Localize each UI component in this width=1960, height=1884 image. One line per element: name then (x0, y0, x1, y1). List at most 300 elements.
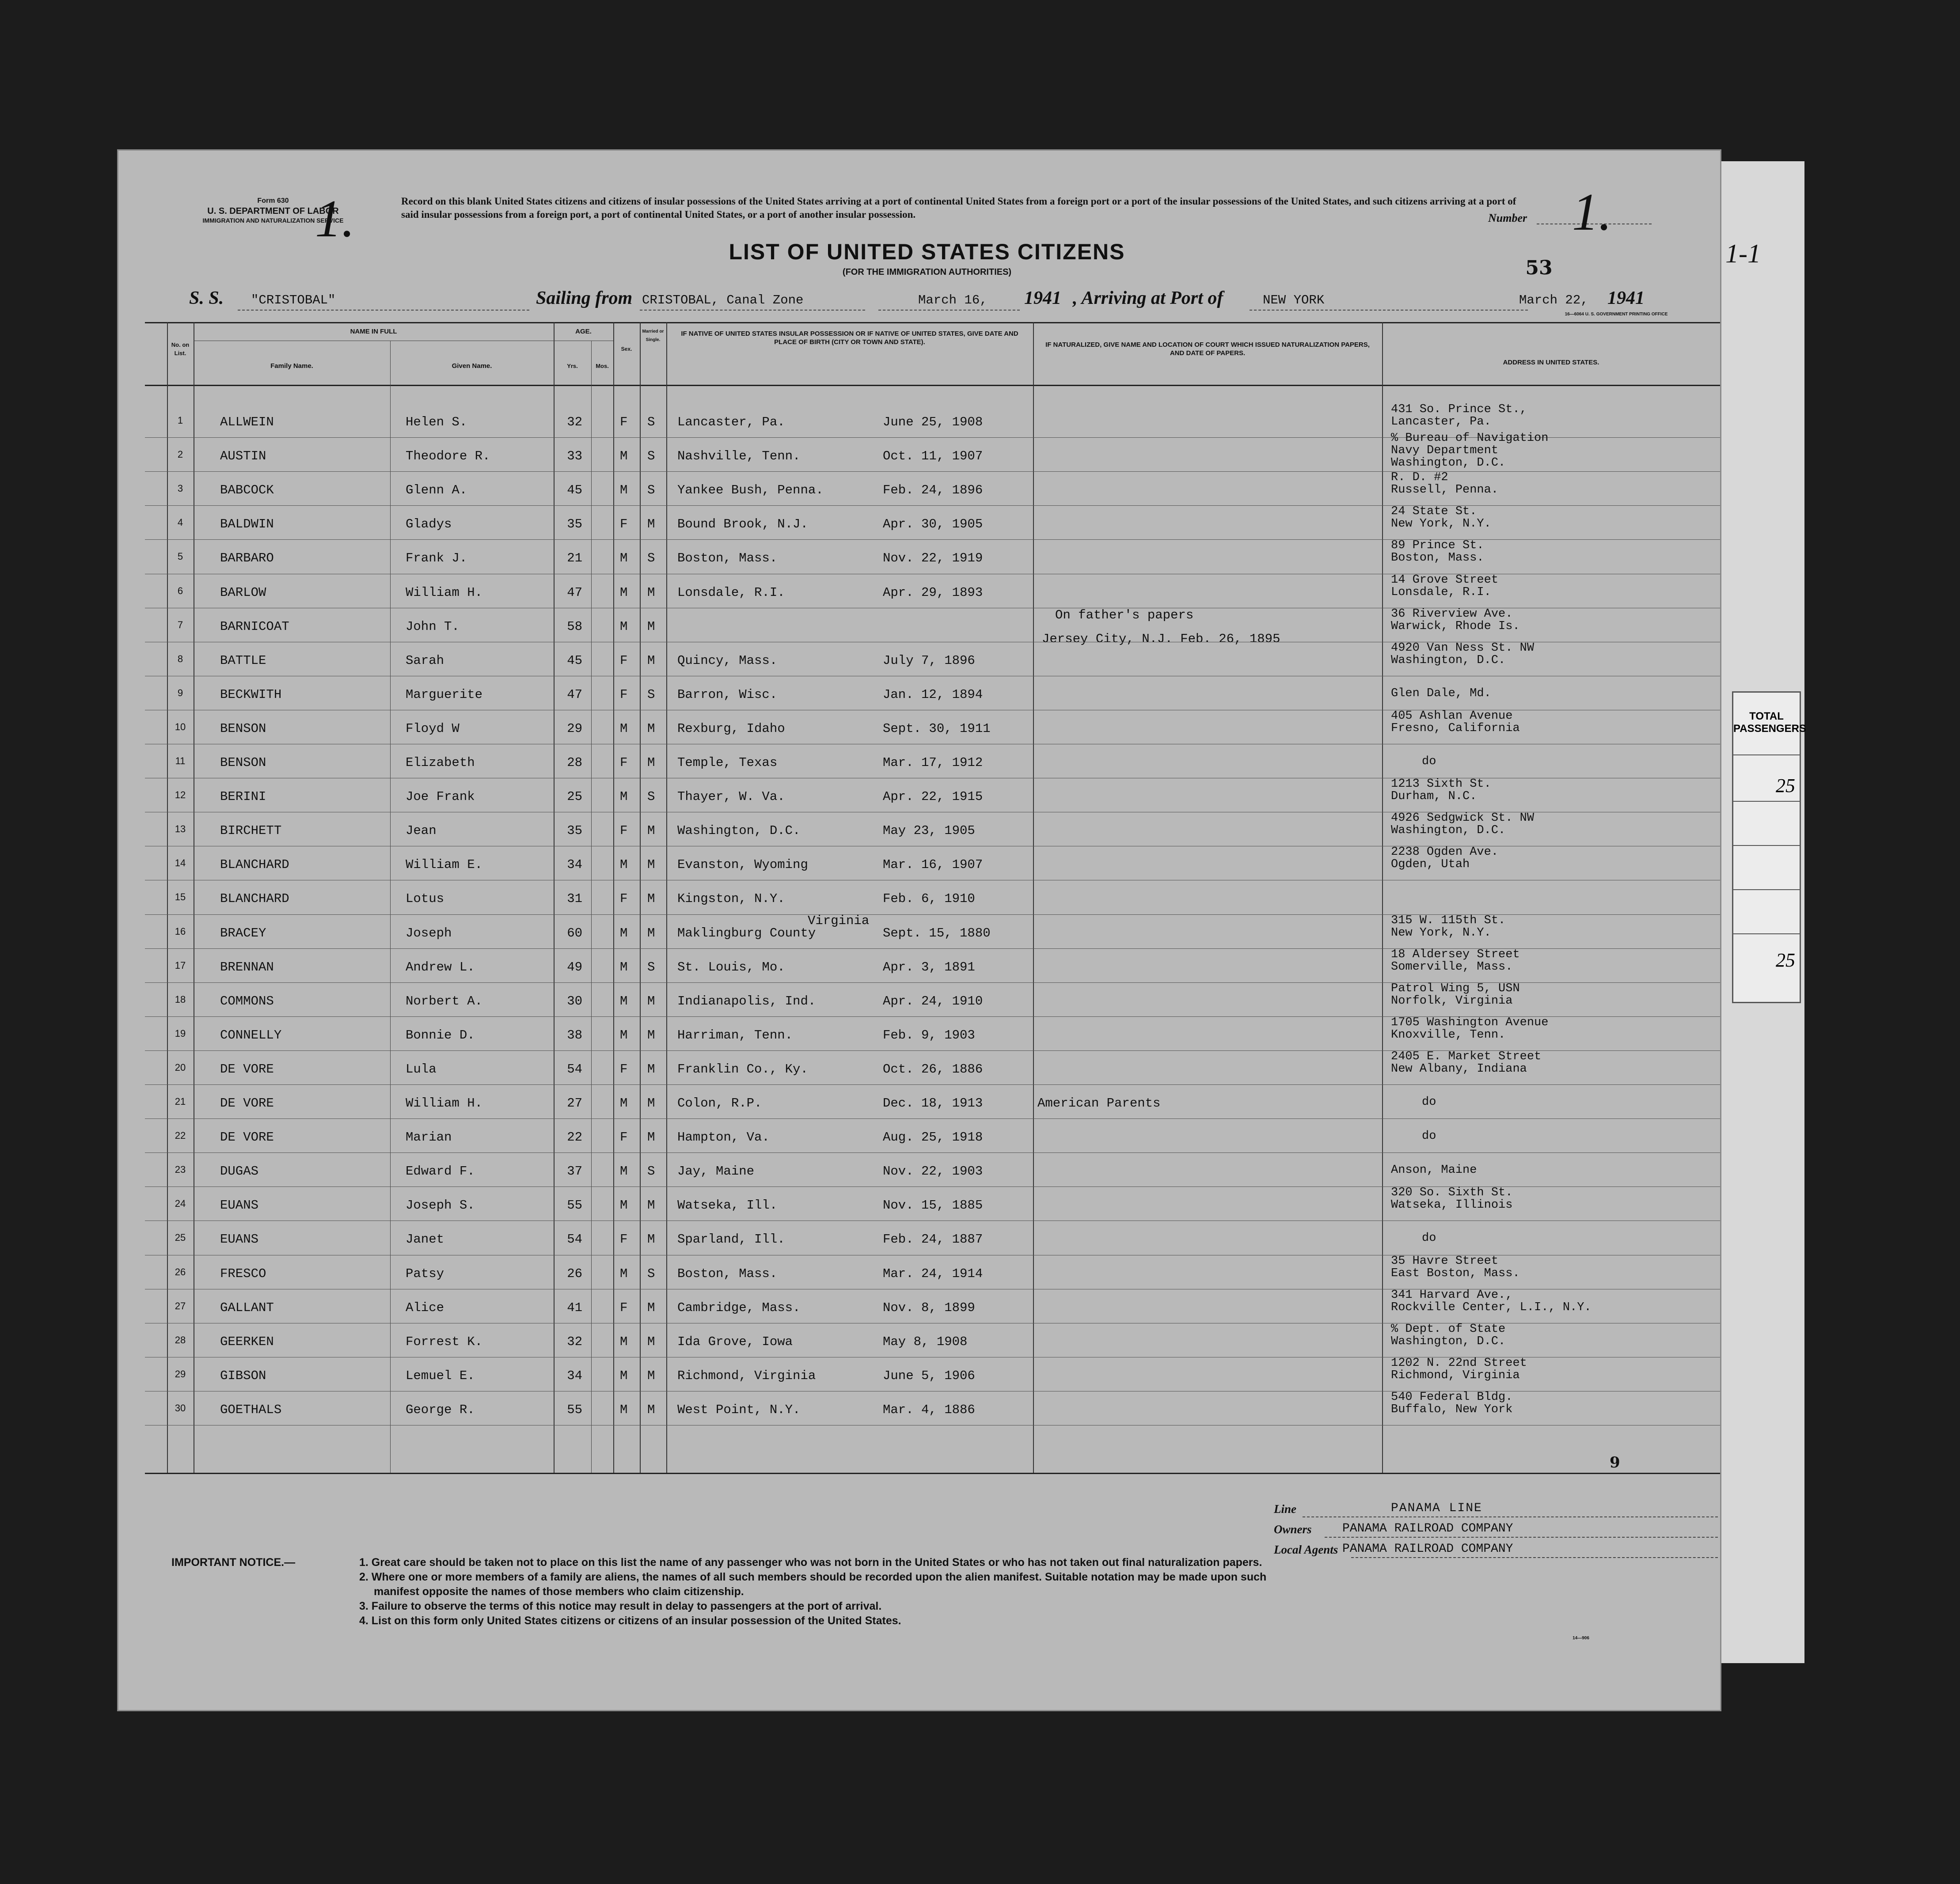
marital-status: M (647, 1198, 655, 1213)
address-line-1: 4920 Van Ness St. NW (1391, 641, 1535, 655)
age-years: 25 (567, 789, 582, 804)
given-name: Lemuel E. (406, 1368, 475, 1383)
sex: F (620, 415, 628, 429)
family-name: BLANCHARD (220, 857, 289, 872)
table-row (118, 432, 1720, 471)
age-years: 54 (567, 1232, 582, 1247)
given-name: William H. (406, 585, 483, 600)
table-row (118, 982, 1720, 1016)
passenger-number: 9 (177, 687, 183, 698)
given-name: Lotus (406, 891, 444, 906)
form-number: Form 630 (257, 197, 289, 205)
owners-label: Owners (1274, 1523, 1312, 1536)
col-sex: Sex. (621, 346, 632, 352)
passenger-number: 19 (175, 1027, 186, 1039)
passenger-number: 5 (177, 551, 183, 562)
address-line-2: New York, N.Y. (1391, 926, 1491, 940)
passenger-number: 8 (177, 653, 183, 664)
form-subtitle: (FOR THE IMMIGRATION AUTHORITIES) (842, 267, 1012, 277)
address-line-2: Washington, D.C. (1391, 1334, 1506, 1348)
sex: M (620, 925, 628, 940)
local-agents-label: Local Agents (1274, 1543, 1338, 1556)
given-name: Bonnie D. (406, 1027, 475, 1042)
marital-status: M (647, 925, 655, 940)
birth-place: St. Louis, Mo. (677, 959, 785, 974)
address-line-1: Anson, Maine (1391, 1164, 1477, 1177)
given-name: William E. (406, 857, 483, 872)
birth-place: Indianapolis, Ind. (677, 993, 816, 1008)
sex: M (620, 721, 628, 736)
sex: F (620, 1232, 628, 1247)
birth-date: June 5, 1906 (883, 1368, 975, 1383)
birth-place: Richmond, Virginia (677, 1368, 816, 1383)
marital-status: S (647, 551, 655, 566)
number-label: Number (1488, 212, 1527, 224)
address-line-1: 315 W. 115th St. (1391, 914, 1506, 927)
marital-status: S (647, 415, 655, 429)
address-line-1: 2405 E. Market Street (1391, 1050, 1542, 1063)
age-years: 26 (567, 1266, 582, 1281)
marital-status: M (647, 891, 655, 906)
naturalization-court: Jersey City, N.J. Feb. 26, 1895 (1042, 631, 1280, 646)
age-years: 45 (567, 653, 582, 668)
address-line-1: 36 Riverview Ave. (1391, 607, 1513, 621)
address-line-1: 4926 Sedgwick St. NW (1391, 811, 1535, 825)
address-line-1: Glen Dale, Md. (1391, 686, 1491, 700)
address-line-2: Richmond, Virginia (1391, 1368, 1520, 1382)
table-row (118, 1289, 1720, 1323)
address-line-1: do (1422, 1096, 1436, 1109)
arrival-year: 1941 (1607, 288, 1645, 308)
age-years: 60 (567, 925, 582, 940)
sex: M (620, 857, 628, 872)
owners-value: PANAMA RAILROAD COMPANY (1342, 1522, 1513, 1535)
number-value: 1. (1572, 182, 1612, 241)
family-name: BENSON (220, 755, 266, 770)
address-line-2: Watseka, Illinois (1391, 1198, 1513, 1212)
sex: F (620, 891, 628, 906)
family-name: BERINI (220, 789, 266, 804)
notice-2b: manifest opposite the names of those members who claim citizenship. (374, 1585, 744, 1598)
given-name: Joseph (406, 925, 452, 940)
marital-status: M (647, 1402, 655, 1417)
address-line-2: Knoxville, Tenn. (1391, 1028, 1506, 1042)
sex: F (620, 1300, 628, 1315)
birth-date: Jan. 12, 1894 (883, 687, 983, 702)
table-row (118, 744, 1720, 778)
family-name: DE VORE (220, 1130, 274, 1145)
address-line-1: 540 Federal Bldg. (1391, 1390, 1513, 1404)
passenger-number: 10 (175, 721, 186, 732)
table-row (118, 1187, 1720, 1221)
table-row (118, 1050, 1720, 1084)
age-years: 55 (567, 1402, 582, 1417)
sex: M (620, 551, 628, 566)
sex: M (620, 1096, 628, 1111)
naturalization-note: On father's papers (1055, 607, 1194, 622)
sex: M (620, 483, 628, 498)
address-line-2: Lonsdale, R.I. (1391, 585, 1491, 599)
table-row (118, 607, 1720, 646)
given-name: William H. (406, 1096, 483, 1111)
family-name: BARNICOAT (220, 619, 289, 634)
birth-date: Mar. 4, 1886 (883, 1402, 975, 1417)
sex: F (620, 687, 628, 702)
arrival-date: March 22, (1519, 293, 1588, 307)
passenger-number: 4 (177, 517, 183, 528)
birth-date: May 23, 1905 (883, 823, 975, 838)
birth-place-state: Virginia (808, 913, 870, 928)
sailing-from-port: CRISTOBAL, Canal Zone (642, 293, 804, 307)
family-name: DUGAS (220, 1164, 259, 1179)
passenger-number: 1 (177, 415, 183, 426)
total-passengers-value-2: 25 (1776, 949, 1795, 971)
given-name: Jean (406, 823, 437, 838)
given-name: Joseph S. (406, 1198, 475, 1213)
passenger-number: 20 (175, 1061, 186, 1073)
col-age-years: Yrs. (567, 363, 578, 369)
passenger-number: 7 (177, 619, 183, 630)
address-line-2: Norfolk, Virginia (1391, 994, 1513, 1008)
age-years: 49 (567, 959, 582, 974)
address-line-2: East Boston, Mass. (1391, 1266, 1520, 1280)
address-line-1: 18 Aldersey Street (1391, 948, 1520, 961)
line-value: PANAMA LINE (1391, 1501, 1482, 1515)
birth-date: Sept. 30, 1911 (883, 721, 991, 736)
family-name: GEERKEN (220, 1334, 274, 1349)
marital-status: S (647, 789, 655, 804)
given-name: Marguerite (406, 687, 483, 702)
sex: M (620, 1266, 628, 1281)
family-name: BALDWIN (220, 517, 274, 532)
address-line-1: 14 Grove Street (1391, 573, 1499, 587)
address-line-1: 405 Ashlan Avenue (1391, 709, 1513, 723)
table-row (118, 846, 1720, 880)
handwritten-mark: 1. (315, 189, 355, 248)
birth-place: Yankee Bush, Penna. (677, 483, 824, 498)
address-line-2: Durham, N.C. (1391, 790, 1477, 804)
sex: M (620, 1402, 628, 1417)
family-name: CONNELLY (220, 1027, 282, 1042)
birth-date: Apr. 29, 1893 (883, 585, 983, 600)
given-name: Sarah (406, 653, 444, 668)
address-line-2: New York, N.Y. (1391, 517, 1491, 531)
birth-date: Apr. 24, 1910 (883, 993, 983, 1008)
page-number: 53 (1525, 257, 1553, 279)
marital-status: M (647, 653, 655, 668)
col-no: No. on List. (171, 341, 190, 356)
passenger-number: 27 (175, 1300, 186, 1312)
address-line-1: 2238 Ogden Ave. (1391, 845, 1499, 859)
address-line-2: Buffalo, New York (1391, 1403, 1513, 1416)
col-naturalized: IF NATURALIZED, GIVE NAME AND LOCATION OF COURT WHICH ISSUED NATURALIZATION PAPERS, AND DATE OF PAPERS. (1045, 341, 1370, 357)
sex: M (620, 789, 628, 804)
marital-status: M (647, 1130, 655, 1145)
marital-status: M (647, 1027, 655, 1042)
age-years: 58 (567, 619, 582, 634)
address-line-1: do (1422, 755, 1436, 768)
given-name: Elizabeth (406, 755, 475, 770)
given-name: Janet (406, 1232, 444, 1247)
sex: M (620, 449, 628, 464)
birth-date: Nov. 8, 1899 (883, 1300, 975, 1315)
given-name: John T. (406, 619, 460, 634)
marital-status: M (647, 993, 655, 1008)
notice-2a: 2. Where one or more members of a family are aliens, the names of all such members should be recorded upon the alien manifest. Suitable notation may be made upon such (359, 1571, 1267, 1583)
given-name: Gladys (406, 517, 452, 532)
family-name: BARLOW (220, 585, 266, 600)
passenger-number: 26 (175, 1266, 186, 1277)
birth-place: Barron, Wisc. (677, 687, 778, 702)
family-name: BATTLE (220, 653, 266, 668)
marital-status: S (647, 1266, 655, 1281)
col-age: AGE. (575, 328, 592, 335)
col-family-name: Family Name. (270, 362, 313, 370)
page-count-note: 9 (1610, 1454, 1620, 1471)
age-years: 33 (567, 449, 582, 464)
birth-date: Feb. 6, 1910 (883, 891, 975, 906)
sex: F (620, 653, 628, 668)
family-name: GIBSON (220, 1368, 266, 1383)
passenger-number: 6 (177, 585, 183, 596)
sex: F (620, 1061, 628, 1077)
family-name: BARBARO (220, 551, 274, 566)
birth-date: Mar. 24, 1914 (883, 1266, 983, 1281)
address-line-2: Ogden, Utah (1391, 858, 1470, 872)
total-passengers-label: TOTAL PASSENGERS (1733, 710, 1806, 735)
birth-place: Lonsdale, R.I. (677, 585, 785, 600)
birth-date: Apr. 3, 1891 (883, 959, 975, 974)
family-name: ALLWEIN (220, 415, 274, 429)
family-name: EUANS (220, 1198, 259, 1213)
birth-date: Feb. 9, 1903 (883, 1027, 975, 1042)
age-years: 31 (567, 891, 582, 906)
margin-mark: 1-1 (1725, 239, 1761, 268)
address-line-1: 1213 Sixth St. (1391, 777, 1491, 791)
birth-place: Colon, R.P. (677, 1096, 762, 1111)
sex: M (620, 1027, 628, 1042)
age-years: 45 (567, 483, 582, 498)
given-name: Frank J. (406, 551, 467, 566)
address-line-1: 341 Harvard Ave., (1391, 1288, 1513, 1302)
sex: F (620, 823, 628, 838)
notice-1: 1. Great care should be taken not to place on this list the name of any passenger who was not born in the United States or who has not taken out final naturalization papers. (359, 1556, 1262, 1569)
form-instructions: Record on this blank United States citizens and citizens of insular possessions of the United States arriving at a port of continental United States from a foreign port or a port of the insular possessions of the United States, and such citizens arriving at a port of said insular possessions from a foreign port, a port of continental United States, or a port of another insular possession. (401, 196, 1516, 220)
sex: F (620, 755, 628, 770)
marital-status: S (647, 449, 655, 464)
birth-place: Temple, Texas (677, 755, 778, 770)
sex: M (620, 1334, 628, 1349)
birth-place: Cambridge, Mass. (677, 1300, 801, 1315)
col-married-single: Married or Single. (642, 329, 664, 342)
table-row (118, 539, 1720, 573)
birth-date: Oct. 26, 1886 (883, 1061, 983, 1077)
given-name: Norbert A. (406, 993, 483, 1008)
table-row (118, 642, 1720, 676)
given-name: Forrest K. (406, 1334, 483, 1349)
manifest-page (117, 149, 1721, 1711)
marital-status: M (647, 721, 655, 736)
birth-place: Evanston, Wyoming (677, 857, 808, 872)
notice-form-code: 14—906 (1573, 1636, 1589, 1641)
passenger-number: 30 (175, 1402, 186, 1414)
given-name: Joe Frank (406, 789, 475, 804)
passenger-number: 2 (177, 449, 183, 460)
passenger-number: 18 (175, 993, 186, 1005)
sailing-year: 1941 (1024, 288, 1061, 308)
passenger-number: 15 (175, 891, 186, 903)
birth-date: June 25, 1908 (883, 415, 983, 429)
marital-status: M (647, 619, 655, 634)
address-line-2: Fresno, California (1391, 721, 1520, 735)
age-years: 32 (567, 1334, 582, 1349)
age-years: 37 (567, 1164, 582, 1179)
address-line-1: 1202 N. 22nd Street (1391, 1356, 1527, 1370)
age-years: 22 (567, 1130, 582, 1145)
marital-status: S (647, 1164, 655, 1179)
family-name: DE VORE (220, 1096, 274, 1111)
marital-status: M (647, 857, 655, 872)
birth-date: Apr. 30, 1905 (883, 517, 983, 532)
birth-place: Lancaster, Pa. (677, 415, 785, 429)
age-years: 38 (567, 1027, 582, 1042)
birth-place: Watseka, Ill. (677, 1198, 778, 1213)
table-row (118, 1323, 1720, 1357)
birth-date: July 7, 1896 (883, 653, 975, 668)
age-years: 35 (567, 823, 582, 838)
family-name: BECKWITH (220, 687, 282, 702)
birth-date: Feb. 24, 1896 (883, 483, 983, 498)
table-row (118, 1152, 1720, 1187)
address-line-2: Somerville, Mass. (1391, 960, 1513, 974)
sex: F (620, 1130, 628, 1145)
sex: M (620, 1198, 628, 1213)
marital-status: M (647, 1096, 655, 1111)
given-name: George R. (406, 1402, 475, 1417)
birth-place: Jay, Maine (677, 1164, 755, 1179)
address-line-2: Lancaster, Pa. (1391, 415, 1491, 428)
address-line-2: Russell, Penna. (1391, 483, 1499, 497)
address-line-1: R. D. #2 (1391, 471, 1448, 485)
naturalization-note: American Parents (1037, 1096, 1161, 1111)
family-name: DE VORE (220, 1061, 274, 1077)
arriving-label: , Arriving at Port of (1073, 288, 1223, 308)
family-name: GALLANT (220, 1300, 274, 1315)
table-row (118, 778, 1720, 812)
notice-heading: IMPORTANT NOTICE.— (171, 1556, 296, 1569)
table-row (118, 1391, 1720, 1425)
family-name: FRESCO (220, 1266, 266, 1281)
family-name: BENSON (220, 721, 266, 736)
family-name: BIRCHETT (220, 823, 282, 838)
given-name: Patsy (406, 1266, 444, 1281)
birth-place: Thayer, W. Va. (677, 789, 785, 804)
birth-date: Dec. 18, 1913 (883, 1096, 983, 1111)
sex: M (620, 1164, 628, 1179)
age-years: 34 (567, 857, 582, 872)
address-line-3: Washington, D.C. (1391, 456, 1506, 470)
service-name: IMMIGRATION AND NATURALIZATION SERVICE (202, 217, 344, 224)
passenger-number: 16 (175, 925, 186, 937)
marital-status: M (647, 517, 655, 532)
age-years: 30 (567, 993, 582, 1008)
col-native-birth: IF NATIVE OF UNITED STATES INSULAR POSSESSION OR IF NATIVE OF UNITED STATES, GIVE DATE AND PLACE OF BIRTH (CITY OR TOWN AND STATE). (681, 330, 1018, 346)
family-name: AUSTIN (220, 449, 266, 464)
given-name: Alice (406, 1300, 444, 1315)
marital-status: M (647, 1300, 655, 1315)
ss-label: S. S. (189, 288, 224, 308)
address-line-1: % Bureau of Navigation (1391, 432, 1549, 445)
address-line-1: 35 Havre Street (1391, 1254, 1499, 1268)
given-name: Edward F. (406, 1164, 475, 1179)
passenger-number: 23 (175, 1164, 186, 1175)
birth-date: Nov. 22, 1903 (883, 1164, 983, 1179)
age-years: 47 (567, 687, 582, 702)
address-line-1: % Dept. of State (1391, 1322, 1506, 1336)
birth-date: Mar. 16, 1907 (883, 857, 983, 872)
table-row (118, 948, 1720, 982)
age-years: 41 (567, 1300, 582, 1315)
age-years: 47 (567, 585, 582, 600)
family-name: BRENNAN (220, 959, 274, 974)
passenger-number: 17 (175, 959, 186, 971)
address-line-2: Washington, D.C. (1391, 653, 1506, 667)
address-line-1: Patrol Wing 5, USN (1391, 982, 1520, 995)
passenger-number: 21 (175, 1096, 186, 1107)
table-row (118, 812, 1720, 846)
local-agents-value: PANAMA RAILROAD COMPANY (1342, 1542, 1513, 1556)
passenger-number: 22 (175, 1130, 186, 1141)
birth-place: Nashville, Tenn. (677, 449, 801, 464)
age-years: 55 (567, 1198, 582, 1213)
birth-place: Maklingburg County (677, 925, 816, 940)
address-line-2: Warwick, Rhode Is. (1391, 619, 1520, 633)
birth-place: West Point, N.Y. (677, 1402, 801, 1417)
form-title: LIST OF UNITED STATES CITIZENS (729, 239, 1125, 264)
address-line-2: Washington, D.C. (1391, 824, 1506, 838)
table-row (118, 471, 1720, 505)
sailing-from-label: Sailing from (536, 288, 633, 308)
birth-place: Kingston, N.Y. (677, 891, 785, 906)
passenger-number: 11 (175, 755, 186, 766)
sex: F (620, 517, 628, 532)
given-name: Lula (406, 1061, 437, 1077)
arrival-port: NEW YORK (1263, 293, 1325, 307)
family-name: GOETHALS (220, 1402, 282, 1417)
birth-place: Boston, Mass. (677, 1266, 778, 1281)
marital-status: M (647, 1334, 655, 1349)
passenger-number: 29 (175, 1368, 186, 1380)
birth-place: Boston, Mass. (677, 551, 778, 566)
given-name: Marian (406, 1130, 452, 1145)
marital-status: M (647, 755, 655, 770)
table-row (118, 710, 1720, 744)
address-line-1: 1705 Washington Avenue (1391, 1016, 1549, 1029)
sailing-date: March 16, (918, 293, 988, 307)
family-name: BLANCHARD (220, 891, 289, 906)
address-line-1: 320 So. Sixth St. (1391, 1186, 1513, 1200)
age-years: 32 (567, 415, 582, 429)
table-row (118, 1357, 1720, 1391)
line-label: Line (1274, 1502, 1296, 1516)
table-row (118, 880, 1720, 914)
birth-place: Ida Grove, Iowa (677, 1334, 793, 1349)
sex: M (620, 619, 628, 634)
birth-place: Bound Brook, N.J. (677, 517, 808, 532)
passenger-number: 13 (175, 823, 186, 835)
col-address: ADDRESS IN UNITED STATES. (1503, 359, 1599, 366)
table-row (118, 914, 1720, 948)
